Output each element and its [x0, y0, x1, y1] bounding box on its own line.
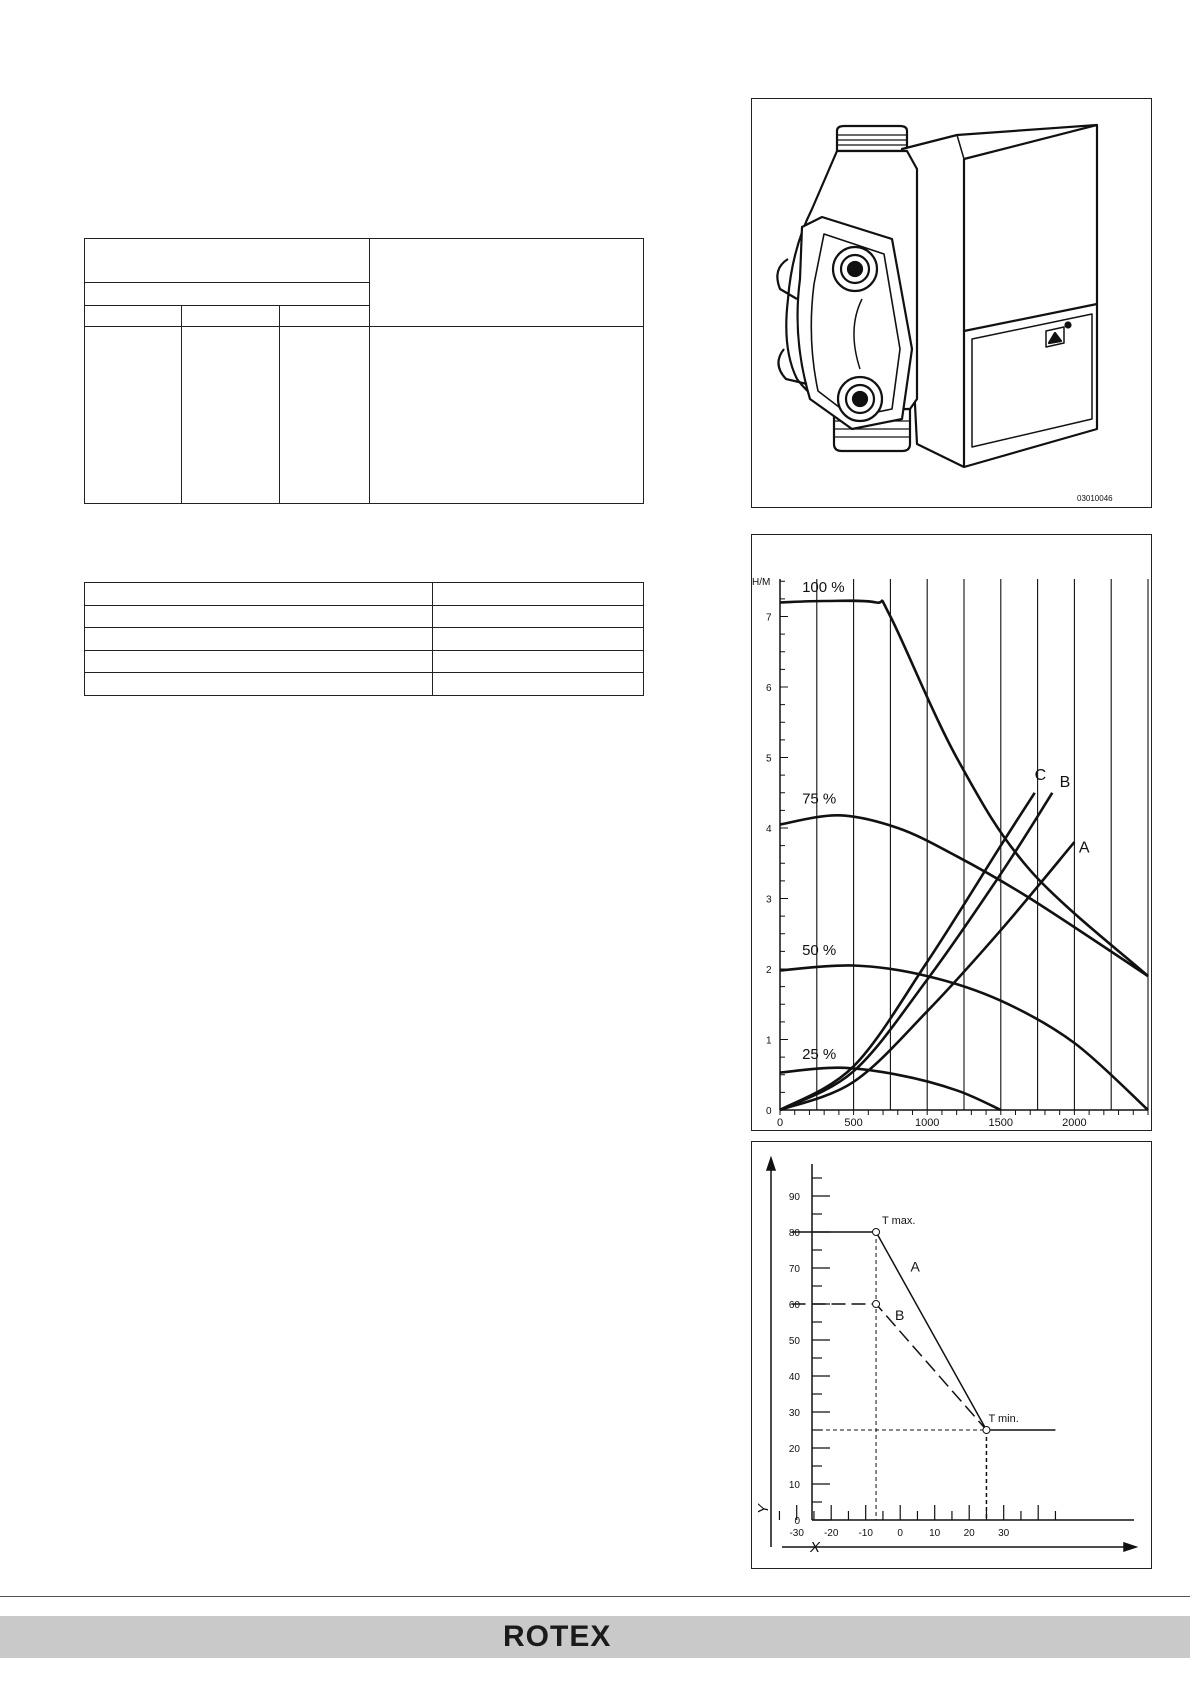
system-curve-label: A — [1078, 839, 1090, 857]
speed-label: 25 % — [802, 1046, 837, 1064]
table-cell — [433, 605, 644, 628]
table-cell — [433, 673, 644, 696]
y-tick-label: 0 — [766, 1106, 772, 1117]
x-tick-label: 20 — [963, 1528, 975, 1539]
y-tick-label: 5 — [766, 753, 772, 765]
curve-b-line — [792, 1304, 987, 1430]
y-tick-label: 50 — [788, 1336, 800, 1347]
y-tick-label: 30 — [788, 1408, 800, 1419]
x-tick-label: 1500 — [988, 1117, 1014, 1129]
pump-curve-frame — [751, 534, 1152, 1131]
y-axis-label: Y — [755, 1503, 772, 1514]
y-tick-label: 1 — [766, 1035, 772, 1047]
table-header-cell — [370, 239, 644, 327]
y-tick-label: 3 — [766, 894, 772, 906]
tmax-label: T max. — [882, 1215, 916, 1227]
table-cell — [85, 650, 433, 673]
rotex-logo: ROTEX — [503, 1620, 612, 1653]
table-cell — [85, 673, 433, 696]
x-axis-arrowhead — [1124, 1543, 1136, 1551]
table-cell — [433, 628, 644, 651]
table-cell — [279, 327, 370, 504]
settings-table — [84, 582, 644, 696]
pump-curve-chart — [752, 535, 1150, 1129]
curve-b-label: B — [895, 1307, 905, 1324]
y-tick-label: 4 — [766, 824, 772, 835]
y-tick-label: 7 — [766, 612, 772, 624]
x-tick-label: 2000 — [1062, 1117, 1087, 1129]
x-tick-label: -20 — [823, 1528, 839, 1539]
y-tick-label: 70 — [788, 1264, 800, 1275]
system-curve-label: C — [1034, 767, 1047, 785]
y-tick-label: 20 — [788, 1444, 800, 1455]
table-cell — [182, 327, 279, 504]
x-axis-label: X — [810, 1539, 821, 1556]
x-tick-label: -30 — [789, 1528, 804, 1539]
table-cell — [85, 605, 433, 628]
pump-illustration — [752, 99, 1150, 506]
x-tick-label: 0 — [897, 1528, 903, 1539]
table-cell — [433, 583, 644, 606]
heating-curve-frame — [751, 1141, 1152, 1569]
y-tick-label: 10 — [788, 1480, 800, 1491]
table-cell — [433, 650, 644, 673]
x-tick-label: -10 — [858, 1528, 873, 1539]
speed-label: 100 % — [802, 578, 845, 596]
table-cell — [85, 628, 433, 651]
table-cell — [370, 327, 644, 504]
tmin-label: T min. — [988, 1413, 1019, 1425]
table-column-header — [182, 306, 279, 327]
pump-illustration-frame — [751, 98, 1152, 508]
heating-curve-chart — [752, 1142, 1150, 1567]
table-subheader-cell — [85, 283, 370, 306]
y-tick-label: 2 — [766, 965, 772, 976]
curve-a-label: A — [910, 1258, 920, 1275]
y-tick-label: 60 — [788, 1300, 800, 1311]
pump-data-table — [84, 238, 644, 504]
x-tick-label: 1000 — [914, 1117, 940, 1129]
illustration-code: 03010046 — [1077, 494, 1113, 503]
tmin-point — [983, 1427, 990, 1434]
y-tick-label: 6 — [766, 683, 772, 694]
table-cell — [85, 583, 433, 606]
x-tick-label: 0 — [776, 1117, 784, 1129]
system-curve-label: B — [1059, 774, 1071, 792]
speed-label: 50 % — [802, 941, 837, 959]
y-tick-label: 80 — [788, 1228, 800, 1239]
table-column-header — [279, 306, 370, 327]
y-tick-label: 90 — [788, 1192, 800, 1203]
speed-label: 75 % — [802, 790, 837, 808]
tmax-point — [873, 1229, 880, 1236]
y-tick-label: 0 — [794, 1516, 800, 1527]
table-header-cell — [85, 239, 370, 283]
b-break-point — [873, 1301, 880, 1308]
x-tick-label: 500 — [844, 1117, 863, 1129]
table-cell — [85, 327, 182, 504]
curve-a-line — [792, 1232, 1056, 1430]
footer-divider — [0, 1596, 1190, 1597]
x-tick-label: 10 — [929, 1528, 941, 1539]
table-column-header — [85, 306, 182, 327]
y-tick-label: 40 — [788, 1372, 800, 1383]
y-axis-arrowhead — [767, 1158, 775, 1170]
x-tick-label: 30 — [998, 1528, 1010, 1539]
y-axis-label: H/M — [752, 577, 771, 588]
